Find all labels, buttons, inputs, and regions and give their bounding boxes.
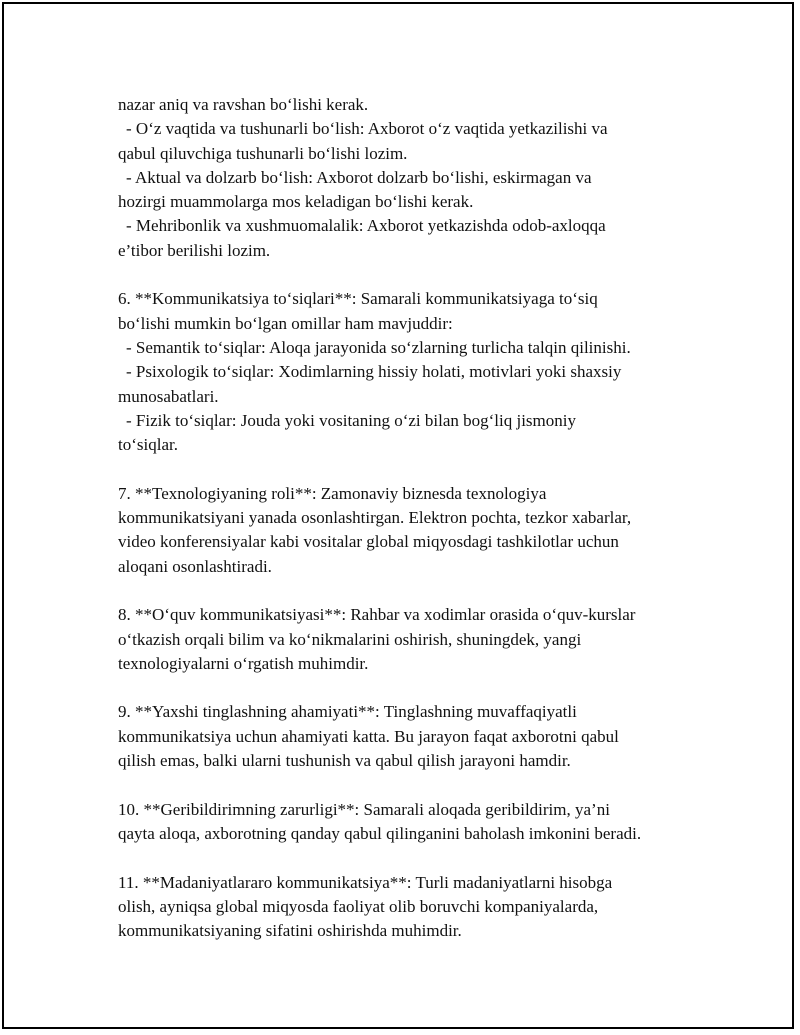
paragraph-gap <box>118 773 718 797</box>
paragraph-gap <box>118 676 718 700</box>
text-line: nazar aniq va ravshan bo‘lishi kerak. <box>118 95 369 114</box>
paragraph-gap <box>118 846 718 870</box>
section-heading-line: 10. **Geribildirimning zarurligi**: Samarali aloqada geribildirim, ya’ni <box>118 799 610 819</box>
section-heading-line: 7. **Texnologiyaning roli**: Zamonaviy biznesda texnologiya <box>118 483 547 503</box>
bullet-line: - Aktual va dolzarb bo‘lish: Axborot dolzarb bo‘lishi, eskirmagan va <box>126 167 592 187</box>
text-line: kommunikatsiyani yanada osonlashtirgan. Elektron pochta, tezkor xabarlar, <box>118 508 632 528</box>
document-body <box>118 93 718 943</box>
section-heading-line: 6. **Kommunikatsiya to‘siqlari**: Samarali kommunikatsiyaga to‘siq <box>118 289 598 309</box>
section-heading-line: 8. **O‘quv kommunikatsiyasi**: Rahbar va xodimlar orasida o‘quv-kurslar <box>118 605 636 625</box>
section-heading-line: 11. **Madaniyatlararo kommunikatsiya**: Turli madaniyatlarni hisobga <box>118 872 613 892</box>
bullet-line: - Semantik to‘siqlar: Aloqa jarayonida so‘zlarning turlicha talqin qilinishi. <box>126 337 631 357</box>
bullet-line: - Psixologik to‘siqlar: Xodimlarning hissiy holati, motivlari yoki shaxsiy <box>126 362 622 382</box>
text-line: kommunikatsiyaning sifatini oshirishda muhimdir. <box>118 921 462 941</box>
text-line: qilish emas, balki ularni tushunish va qabul qilish jarayoni hamdir. <box>118 751 571 771</box>
text-line: aloqani osonlashtiradi. <box>118 556 272 576</box>
paragraph-gap <box>118 579 718 603</box>
text-line: hozirgi muammolarga mos keladigan bo‘lishi kerak. <box>118 192 474 212</box>
bullet-line: - Fizik to‘siqlar: Jouda yoki vositaning o‘zi bilan bog‘liq jismoniy <box>126 410 576 430</box>
bullet-line: - O‘z vaqtida va tushunarli bo‘lish: Axborot o‘z vaqtida yetkazilishi va <box>126 119 608 139</box>
paragraph-gap <box>118 457 718 481</box>
text-line: o‘tkazish orqali bilim va ko‘nikmalarini oshirish, shuningdek, yangi <box>118 629 582 649</box>
paragraph-gap <box>118 263 718 287</box>
text-line: olish, ayniqsa global miqyosda faoliyat olib boruvchi kompaniyalarda, <box>118 896 599 916</box>
text-line: e’tibor berilishi lozim. <box>118 240 271 260</box>
text-line: texnologiyalarni o‘rgatish muhimdir. <box>118 653 369 673</box>
text-line: qayta aloqa, axborotning qanday qabul qilinganini baholash imkonini beradi. <box>118 823 642 843</box>
text-line: munosabatlari. <box>118 386 219 406</box>
section-heading-line: 9. **Yaxshi tinglashning ahamiyati**: Tinglashning muvaffaqiyatli <box>118 702 577 722</box>
text-line: to‘siqlar. <box>118 435 178 455</box>
text-line: kommunikatsiya uchun ahamiyati katta. Bu jarayon faqat axborotni qabul <box>118 726 619 746</box>
bullet-line: - Mehribonlik va xushmuomalalik: Axborot yetkazishda odob-axloqqa <box>126 216 606 236</box>
text-line: video konferensiyalar kabi vositalar global miqyosdagi tashkilotlar uchun <box>118 532 619 552</box>
text-line: bo‘lishi mumkin bo‘lgan omillar ham mavjuddir: <box>118 313 453 333</box>
text-line: qabul qiluvchiga tushunarli bo‘lishi lozim. <box>118 143 408 163</box>
